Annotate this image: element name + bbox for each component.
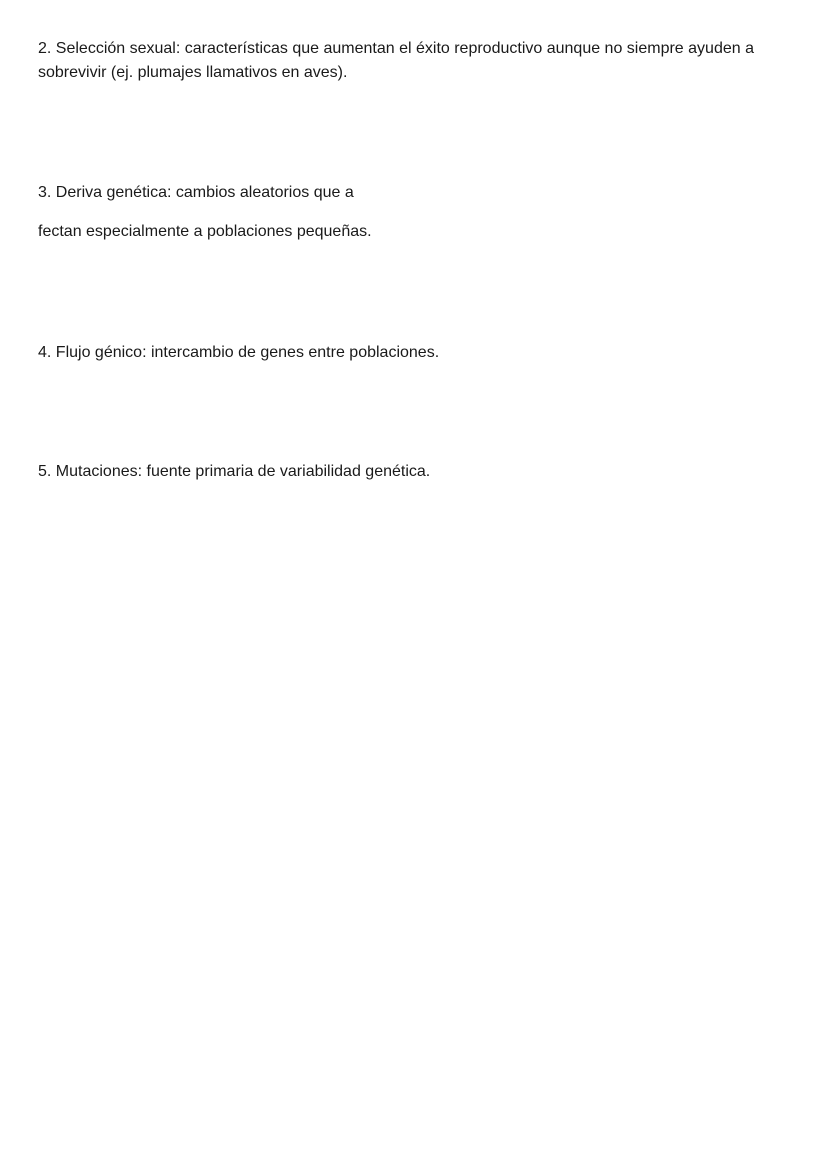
list-item-line: 5. Mutaciones: fuente primaria de variabilidad genética. <box>38 463 431 480</box>
list-item-line: 2. Selección sexual: características que aumentan el éxito reproductivo aunque no siempre ayuden a <box>38 40 754 57</box>
list-item-line: fectan especialmente a poblaciones pequeñas. <box>38 223 372 240</box>
list-item-line: 3. Deriva genética: cambios aleatorios que a <box>38 184 354 201</box>
list-item-line: sobrevivir (ej. plumajes llamativos en aves). <box>38 64 348 81</box>
list-item-line: 4. Flujo génico: intercambio de genes entre poblaciones. <box>38 344 440 361</box>
